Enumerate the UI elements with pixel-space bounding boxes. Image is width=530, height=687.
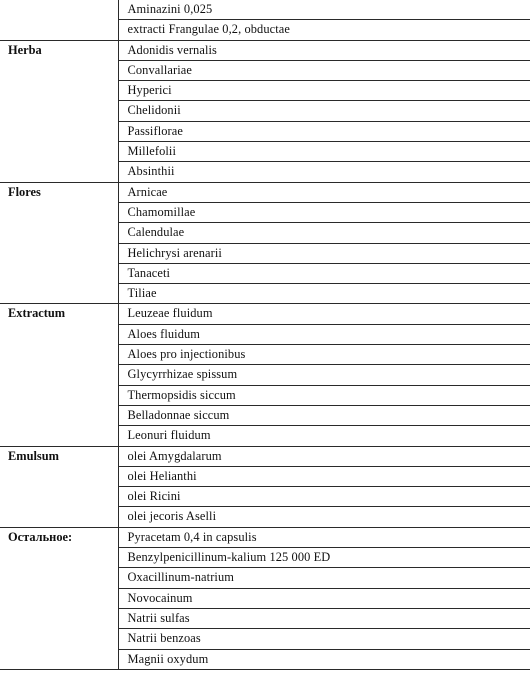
item-cell: Passiflorae [118, 121, 530, 141]
group-label-cell [0, 0, 118, 40]
item-cell: Leuzeae fluidum [118, 304, 530, 324]
item-cell: Pyracetam 0,4 in capsulis [118, 527, 530, 547]
item-cell: Oxacillinum-natrium [118, 568, 530, 588]
item-cell: Aloes fluidum [118, 324, 530, 344]
item-cell: extracti Frangulae 0,2, obductae [118, 20, 530, 40]
item-cell: Magnii oxydum [118, 649, 530, 669]
item-cell: olei Amygdalarum [118, 446, 530, 466]
table-row [0, 304, 530, 324]
item-cell: Tiliae [118, 284, 530, 304]
item-cell: Chelidonii [118, 101, 530, 121]
item-cell: Benzylpenicillinum-kalium 125 000 ED [118, 548, 530, 568]
group-label-cell: Flores [0, 182, 118, 304]
table-row [0, 0, 530, 20]
item-cell: olei Helianthi [118, 466, 530, 486]
item-cell: Adonidis vernalis [118, 40, 530, 60]
item-cell: Thermopsidis siccum [118, 385, 530, 405]
item-cell: Aminazini 0,025 [118, 0, 530, 20]
item-cell: Leonuri fluidum [118, 426, 530, 446]
table-row [0, 527, 530, 547]
group-label-cell: Emulsum [0, 446, 118, 527]
group-label-cell: Herba [0, 40, 118, 182]
item-cell: Glycyrrhizae spissum [118, 365, 530, 385]
item-cell: Convallariae [118, 60, 530, 80]
item-cell: Arnicae [118, 182, 530, 202]
item-cell: Absinthii [118, 162, 530, 182]
item-cell: Aloes pro injectionibus [118, 345, 530, 365]
item-cell: Novocainum [118, 588, 530, 608]
item-cell: Belladonnae siccum [118, 405, 530, 425]
item-cell: olei jecoris Aselli [118, 507, 530, 527]
table-row [0, 182, 530, 202]
item-cell: Helichrysi arenarii [118, 243, 530, 263]
item-cell: olei Ricini [118, 487, 530, 507]
item-cell: Natrii benzoas [118, 629, 530, 649]
table-row [0, 40, 530, 60]
item-cell: Calendulae [118, 223, 530, 243]
item-cell: Natrii sulfas [118, 608, 530, 628]
table-row [0, 446, 530, 466]
item-cell: Tanaceti [118, 263, 530, 283]
group-label-cell: Extractum [0, 304, 118, 446]
item-cell: Hyperici [118, 81, 530, 101]
item-cell: Chamomillae [118, 202, 530, 222]
item-cell: Millefolii [118, 142, 530, 162]
group-label-cell: Остальное: [0, 527, 118, 669]
